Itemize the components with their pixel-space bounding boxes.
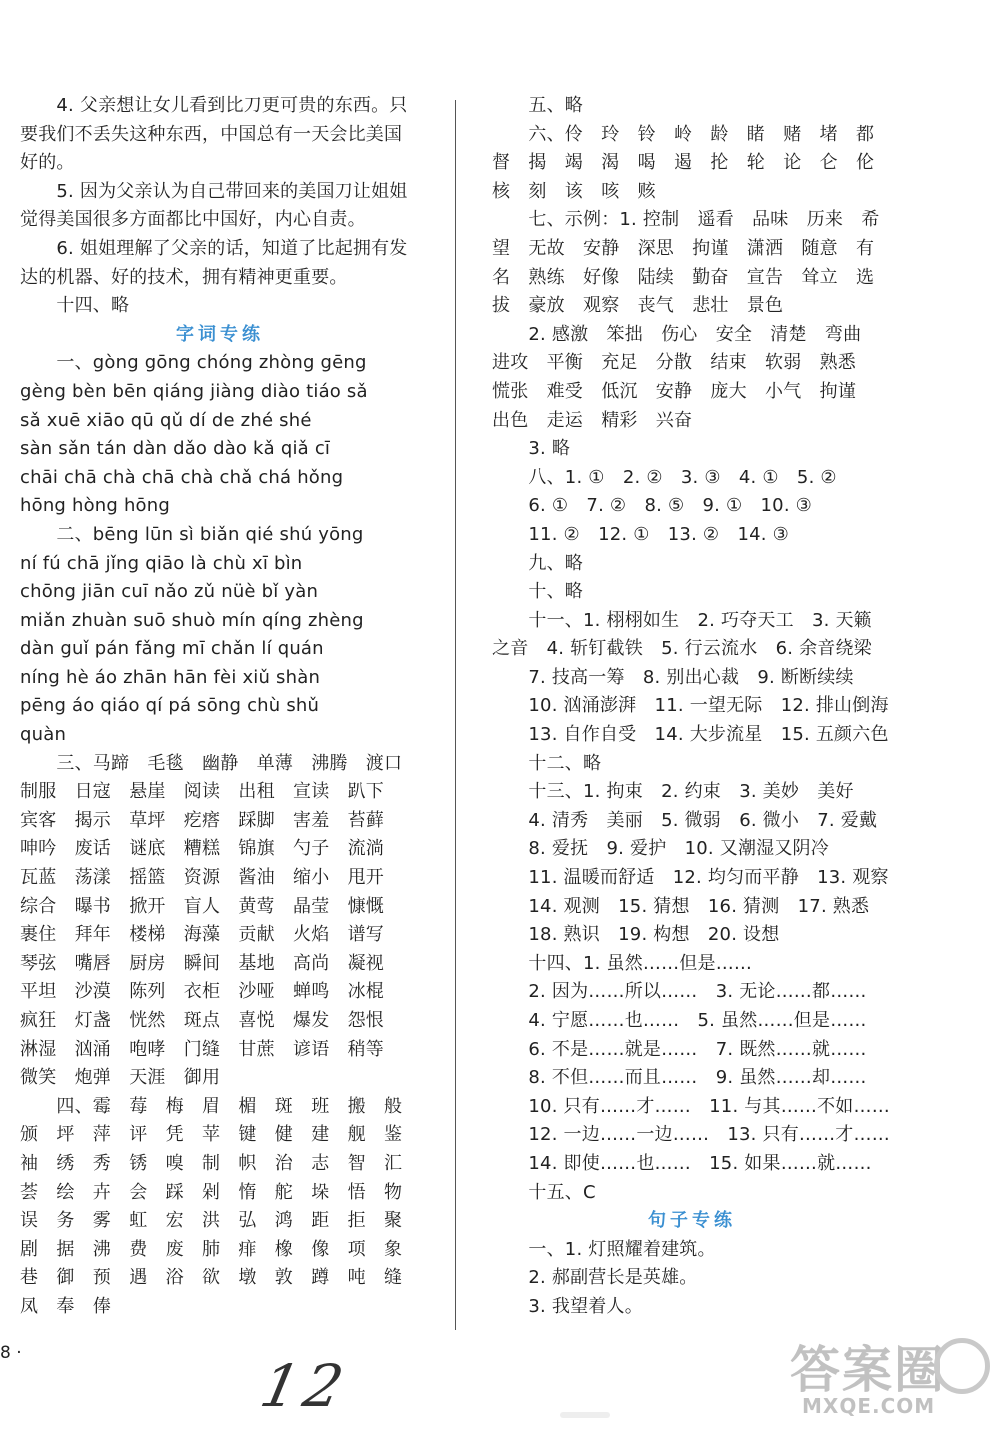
text-line: 要我们不丢失这种东西，中国总有一天会比美国: [20, 123, 403, 145]
text-line: 达的机器、好的技术，拥有精神更重要。: [20, 266, 348, 288]
text-line: 裹住 拜年 楼梯 海藻 贡献 火焰 谱写: [20, 924, 384, 946]
text-line: 六、伶 玲 铃 岭 龄 睹 赌 堵 都: [492, 123, 875, 145]
text-line: sàn sǎn tán dàn dǎo dào kǎ qiǎ cī: [20, 438, 331, 460]
text-line: 一、1. 灯照耀着建筑。: [492, 1238, 716, 1260]
text-line: 3. 我望着人。: [492, 1295, 643, 1317]
text-line: 十四、1. 虽然……但是……: [492, 952, 753, 974]
text-line: 8. 不但……而且…… 9. 虽然……却……: [492, 1067, 867, 1089]
text-line: gèng bèn bēn qiáng jiàng diào tiáo sǎ: [20, 380, 368, 402]
text-line: 制服 日寇 悬崖 阅读 出租 宣读 趴下: [20, 781, 384, 803]
text-line: 瓦蓝 荡漾 摇篮 资源 酱油 缩小 甩开: [20, 867, 384, 889]
text-line: 2. 因为……所以…… 3. 无论……都……: [492, 981, 867, 1003]
text-line: 凤 奉 俸: [20, 1295, 111, 1317]
text-line: 5. 因为父亲认为自己带回来的美国刀让姐姐: [20, 180, 408, 202]
text-line: 疯狂 灯盏 恍然 斑点 喜悦 爆发 怨恨: [20, 1010, 384, 1031]
text-line: 荟 绘 卉 会 踩 剁 惰 舵 垛 悟 物: [20, 1181, 403, 1203]
text-line: 十四、略: [20, 295, 130, 317]
text-line: 之音 4. 斩钉截铁 5. 行云流水 6. 余音绕梁: [492, 638, 872, 660]
text-line: pēng áo qiáo qí pá sōng chù shǔ: [20, 695, 320, 717]
text-line: chōng jiān cuī nǎo zǔ nüè bǐ yàn: [20, 581, 319, 603]
text-line: 宾客 揭示 草坪 疙瘩 踩脚 害羞 苔藓: [20, 809, 384, 831]
text-line: 6. 不是……就是…… 7. 既然……就……: [492, 1038, 867, 1060]
text-line: 九、略: [492, 552, 583, 574]
text-line: 核 刻 该 咳 赅: [492, 180, 656, 202]
text-line: sǎ xuē xiāo qū qǔ dí de zhé shé: [20, 409, 312, 431]
text-line: 淋湿 汹涌 咆哮 门缝 甘蔗 谚语 稍等: [20, 1038, 384, 1060]
text-line: 十、略: [492, 581, 583, 603]
watermark: [780, 1330, 990, 1426]
section-heading: 句子专练: [648, 1210, 736, 1232]
text-line: 颁 坪 萍 评 凭 苹 键 健 建 舰 鉴: [20, 1124, 403, 1146]
text-line: 7. 技高一筹 8. 别出心裁 9. 断断续续: [492, 666, 854, 688]
text-line: 6. 姐姐理解了父亲的话，知道了比起拥有发: [20, 237, 408, 259]
text-line: 6. ① 7. ② 8. ⑤ 9. ① 10. ③: [492, 495, 813, 517]
right-column: [492, 92, 892, 1322]
watermark-logo-icon: [934, 1338, 990, 1394]
text-line: 十二、略: [492, 752, 602, 774]
text-line: 12. 一边……一边…… 13. 只有……才……: [492, 1124, 890, 1146]
text-line: 4. 宁愿……也…… 5. 虽然……但是……: [492, 1010, 867, 1031]
text-line: 微笑 炮弹 天涯 御用: [20, 1067, 221, 1089]
watermark-title: 答案圈: [790, 1341, 946, 1399]
text-line: 8. 爱抚 9. 爱护 10. 又潮湿又阴冷: [492, 838, 829, 860]
section-heading: 字词专练: [176, 323, 264, 345]
left-column: [20, 92, 420, 1322]
text-line: 慌张 难受 低沉 安静 庞大 小气 拘谨: [492, 380, 856, 402]
scan-smudge: [560, 1412, 610, 1418]
text-line: 八、1. ① 2. ② 3. ③ 4. ① 5. ②: [492, 466, 837, 488]
text-line: 拔 豪放 观察 丧气 悲壮 景色: [492, 295, 784, 317]
text-line: 好的。: [20, 152, 75, 174]
text-line: 2. 郝副营长是英雄。: [492, 1267, 698, 1289]
text-line: 11. 温暖而舒适 12. 均匀而平静 13. 观察: [492, 867, 889, 889]
text-line: miǎn zhuàn suō shuò mín qíng zhèng: [20, 609, 364, 631]
text-line: chāi chā chà chā chà chǎ chá hǒng: [20, 466, 344, 488]
page-number: 8 ·: [0, 1343, 22, 1363]
text-line: 觉得美国很多方面都比中国好，内心自责。: [20, 209, 366, 231]
text-line: 平坦 沙漠 陈列 衣柜 沙哑 蝉鸣 冰棍: [20, 981, 384, 1003]
text-line: 四、霉 莓 梅 眉 楣 斑 班 搬 般: [20, 1095, 403, 1117]
text-line: 10. 只有……才…… 11. 与其……不如……: [492, 1095, 890, 1117]
text-line: 4. 父亲想让女儿看到比刀更可贵的东西。只: [20, 95, 408, 116]
text-line: ní fú chā jǐng qiāo là chù xī bìn: [20, 552, 303, 574]
text-line: 14. 即使……也…… 15. 如果……就……: [492, 1152, 872, 1174]
text-line: 剧 据 沸 费 废 肺 痱 橡 像 项 象: [20, 1238, 403, 1260]
text-line: 巷 御 预 遇 浴 欲 墩 敦 蹲 吨 缝: [20, 1267, 403, 1289]
text-line: 3. 略: [492, 438, 571, 460]
text-line: 十一、1. 栩栩如生 2. 巧夺天工 3. 天籁: [492, 609, 872, 631]
text-line: 18. 熟识 19. 构想 20. 设想: [492, 924, 780, 946]
text-line: 督 揭 竭 渴 喝 遏 抡 轮 论 仑 伦: [492, 152, 875, 174]
text-line: 误 务 雾 虹 宏 洪 弘 鸿 距 拒 聚: [20, 1210, 403, 1232]
text-line: níng hè áo zhān hān fèi xiǔ shàn: [20, 666, 321, 688]
column-divider: [455, 100, 456, 1330]
text-line: 出色 走运 精彩 兴奋: [492, 409, 693, 431]
text-line: 进攻 平衡 充足 分散 结束 软弱 熟悉: [492, 352, 856, 374]
text-line: quàn: [20, 724, 67, 746]
text-line: 名 熟练 好像 陆续 勤奋 宣告 耸立 选: [492, 266, 875, 288]
text-line: 十三、1. 拘束 2. 约束 3. 美妙 美好: [492, 781, 854, 803]
text-line: 十五、C: [492, 1181, 596, 1203]
text-line: 10. 汹涌澎湃 11. 一望无际 12. 排山倒海: [492, 695, 889, 717]
text-line: 呻吟 废话 谜底 糟糕 锦旗 勺子 流淌: [20, 838, 384, 860]
text-line: 五、略: [492, 95, 583, 116]
text-line: 14. 观测 15. 猜想 16. 猜测 17. 熟悉: [492, 895, 870, 917]
text-line: 11. ② 12. ① 13. ② 14. ③: [492, 523, 789, 545]
text-line: dàn guǐ pán fǎng mī chǎn lí quán: [20, 638, 324, 660]
text-line: 琴弦 嘴唇 厨房 瞬间 基地 高尚 凝视: [20, 952, 384, 974]
text-line: 三、马蹄 毛毯 幽静 单薄 沸腾 渡口: [20, 752, 403, 774]
text-line: 望 无故 安静 深思 拘谨 潇洒 随意 有: [492, 237, 875, 259]
handwritten-note: 12: [254, 1352, 356, 1420]
text-line: 袖 绣 秀 锈 嗅 制 帜 治 志 智 汇: [20, 1152, 403, 1174]
text-line: 13. 自作自受 14. 大步流星 15. 五颜六色: [492, 724, 889, 746]
text-line: hōng hòng hōng: [20, 495, 171, 517]
text-line: 七、示例：1. 控制 遥看 品味 历来 希: [492, 209, 880, 231]
text-line: 二、bēng lūn sì biǎn qié shú yōng: [20, 523, 364, 545]
text-line: 2. 感激 笨拙 伤心 安全 清楚 弯曲: [492, 323, 862, 345]
text-line: 综合 曝书 掀开 盲人 黄莺 晶莹 慷慨: [20, 895, 384, 917]
watermark-url: MXQE.COM: [802, 1394, 936, 1418]
text-line: 4. 清秀 美丽 5. 微弱 6. 微小 7. 爱戴: [492, 809, 878, 831]
text-line: 一、gòng gōng chóng zhòng gēng: [20, 352, 367, 374]
